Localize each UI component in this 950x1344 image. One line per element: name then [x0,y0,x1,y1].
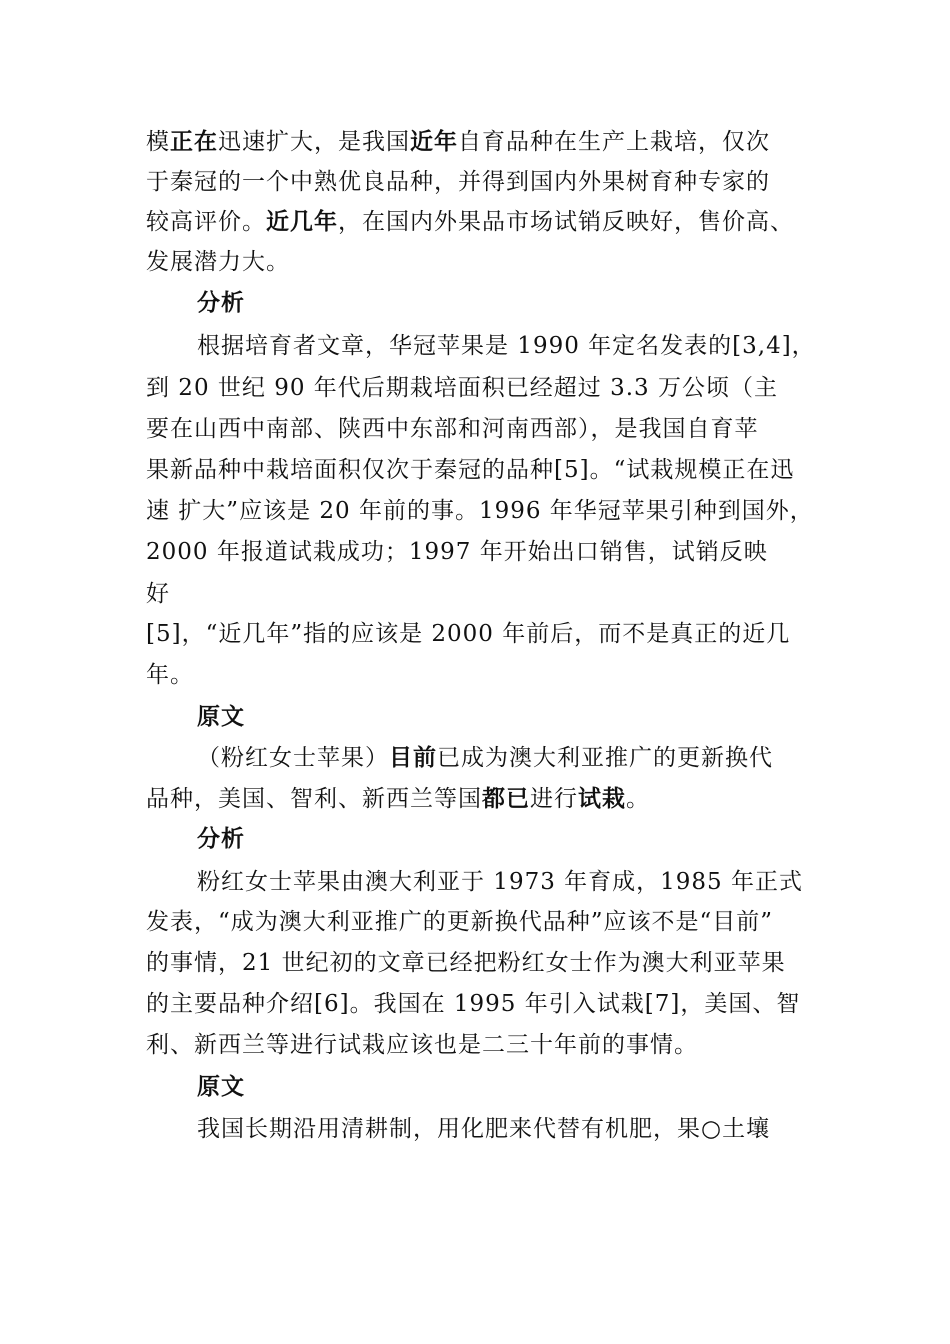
paragraph-2-line-5: 速 扩大”应该是 20 年前的事。1996 年华冠苹果引种到国外， [146,498,814,524]
text-run: ，在国内外果品市场试销反映好，售价高、 [338,209,794,235]
text-run: 自育品种在生产上栽培，仅次 [458,129,770,155]
paragraph-4-line-3: 的事情，21 世纪初的文章已经把粉红女士作为澳大利亚苹果 [146,950,786,976]
section-heading-original: 原文 [197,703,245,730]
paragraph-2-line-4: 果新品种中栽培面积仅次于秦冠的品种[5]。“试栽规模正在迅 [146,457,795,483]
paragraph-5-line-1: 我国长期沿用清耕制，用化肥来代替有机肥，果○土壤 [197,1116,771,1142]
paragraph-2-line-1: 根据培育者文章，华冠苹果是 1990 年定名发表的[3,4]， [197,333,816,359]
text-run: （粉红女士苹果） [197,745,389,771]
paragraph-3-line-2 [146,779,650,819]
emphasis-text: 近年 [410,128,458,155]
emphasis-text: 都已 [482,785,530,812]
emphasis-text: 目前 [389,744,437,771]
paragraph-2-line-7: 好 [146,581,170,607]
paragraph-4-line-4: 的主要品种介绍[6]。我国在 1995 年引入试栽[7]，美国、智 [146,991,801,1017]
section-heading-analysis: 分析 [197,825,245,852]
paragraph-2-line-2: 到 20 世纪 90 年代后期栽培面积已经超过 3.3 万公顷（主 [146,375,778,401]
paragraph-1-line-1 [146,122,770,162]
paragraph-4-line-2: 发表，“成为澳大利亚推广的更新换代品种”应该不是“目前” [146,909,774,935]
text-run: 迅速扩大，是我国 [218,129,410,155]
text-run: 模 [146,129,170,155]
paragraph-1-line-4: 发展潜力大。 [146,249,290,275]
text-run: 。 [626,786,650,812]
paragraph-1-line-2: 于秦冠的一个中熟优良品种，并得到国内外果树育种专家的 [146,169,770,195]
emphasis-text: 正在 [170,128,218,155]
section-heading-original: 原文 [197,1073,245,1100]
paragraph-4-line-1: 粉红女士苹果由澳大利亚于 1973 年育成，1985 年正式 [197,869,803,895]
emphasis-text: 试栽 [578,785,626,812]
text-run: 进行 [530,786,578,812]
paragraph-2-line-3: 要在山西中南部、陕西中东部和河南西部），是我国自育苹 [146,416,759,442]
emphasis-text: 近几年 [266,208,338,235]
paragraph-2-line-6: 2000 年报道试栽成功；1997 年开始出口销售，试销反映 [146,539,768,565]
paragraph-4-line-5: 利、新西兰等进行试栽应该也是二三十年前的事情。 [146,1032,698,1058]
section-heading-analysis: 分析 [197,289,245,316]
paragraph-2-line-9: 年。 [146,662,194,688]
text-run: 较高评价。 [146,209,266,235]
paragraph-2-line-8: [5]，“近几年”指的应该是 2000 年前后，而不是真正的近几 [146,621,791,647]
text-run: 品种，美国、智利、新西兰等国 [146,786,482,812]
text-run: 已成为澳大利亚推广的更新换代 [437,745,773,771]
paragraph-3-line-1 [197,738,773,778]
paragraph-1-line-3 [146,202,794,242]
